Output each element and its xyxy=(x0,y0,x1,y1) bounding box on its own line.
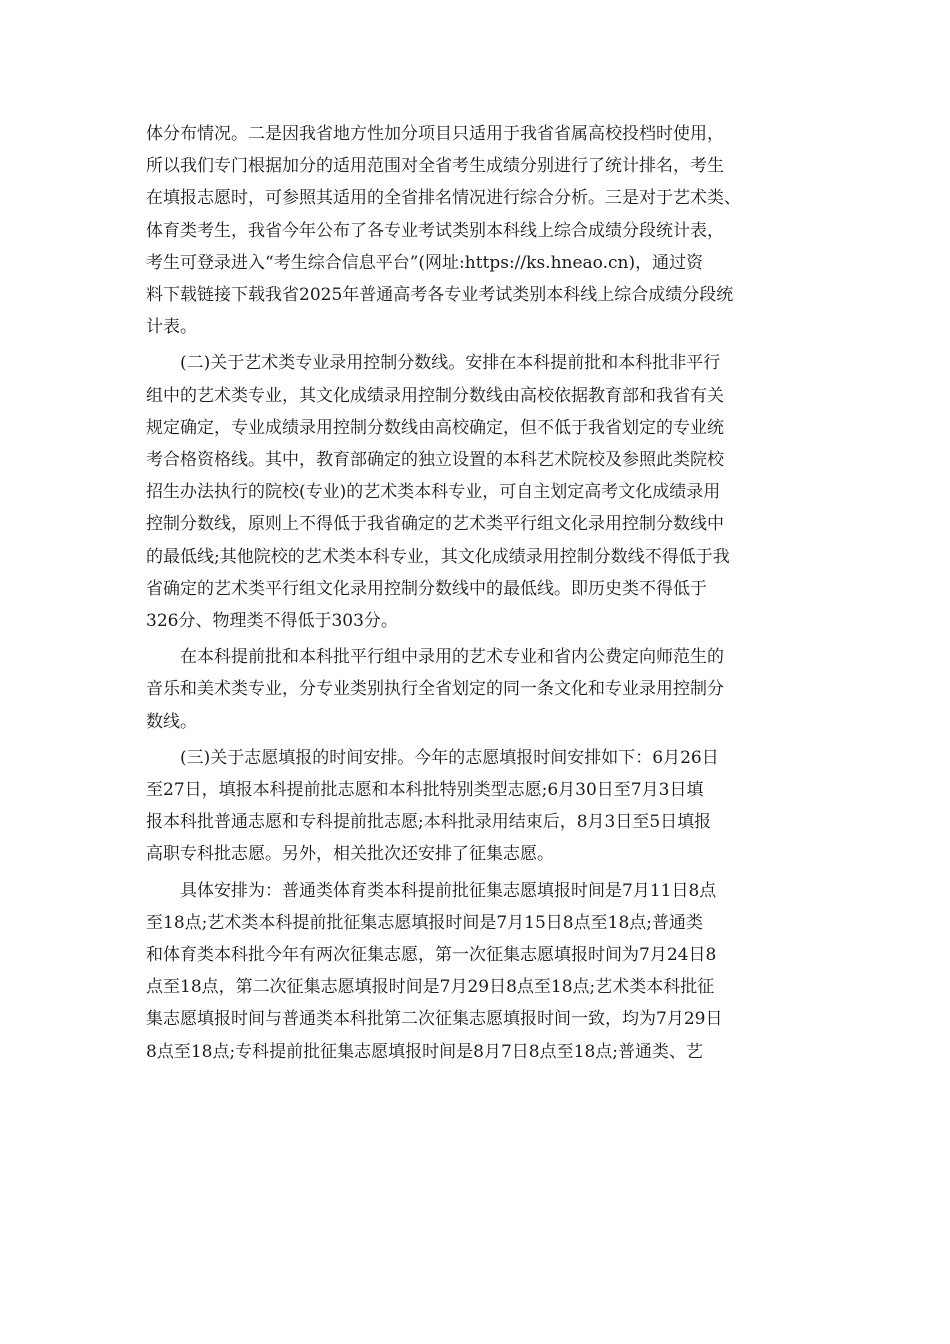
text-line: 在填报志愿时，可参照其适用的全省排名情况进行综合分析。三是对于艺术类、 xyxy=(146,188,741,209)
text-line: 集志愿填报时间与普通类本科批第二次征集志愿填报时间一致，均为7月29日 xyxy=(146,1009,723,1030)
text-line: 数线。 xyxy=(146,711,197,732)
paragraph-collection-schedule xyxy=(146,875,806,1068)
text-line: 控制分数线，原则上不得低于我省确定的艺术类平行组文化录用控制分数线中 xyxy=(146,514,724,535)
text-line: (三)关于志愿填报的时间安排。今年的志愿填报时间安排如下：6月26日 xyxy=(180,747,719,768)
text-line: 招生办法执行的院校(专业)的艺术类本科专业，可自主划定高考文化成绩录用 xyxy=(146,482,721,503)
text-line: 326分、物理类不得低于303分。 xyxy=(146,611,398,632)
text-line: 考生可登录进入“考生综合信息平台”(网址:https://ks.hneao.cn)，通过资 xyxy=(146,252,704,273)
text-line: 料下载链接下载我省2025年普通高考各专业考试类别本科线上综合成绩分段统 xyxy=(146,285,734,306)
text-line: 考合格资格线。其中，教育部确定的独立设置的本科艺术院校及参照此类院校 xyxy=(146,450,724,471)
document-page xyxy=(146,118,806,1068)
paragraph-application-schedule xyxy=(146,742,806,871)
text-line: 音乐和美术类专业，分专业类别执行全省划定的同一条文化和专业录用控制分 xyxy=(146,679,724,700)
text-line: 报本科批普通志愿和专科提前批志愿;本科批录用结束后，8月3日至5日填报 xyxy=(146,812,712,833)
text-line: 至18点;艺术类本科提前批征集志愿填报时间是7月15日8点至18点;普通类 xyxy=(146,912,703,933)
text-line: 和体育类本科批今年有两次征集志愿，第一次征集志愿填报时间为7月24日8 xyxy=(146,945,717,966)
text-line: 点至18点，第二次征集志愿填报时间是7月29日8点至18点;艺术类本科批征 xyxy=(146,977,715,998)
paragraph-score-distribution xyxy=(146,118,806,343)
text-line: 8点至18点;专科提前批征集志愿填报时间是8月7日8点至18点;普通类、艺 xyxy=(146,1041,703,1062)
text-line: (二)关于艺术类专业录用控制分数线。安排在本科提前批和本科批非平行 xyxy=(180,353,721,374)
text-line: 至27日，填报本科提前批志愿和本科批特别类型志愿;6月30日至7月3日填 xyxy=(146,780,704,801)
paragraph-art-music-line xyxy=(146,641,806,738)
text-line: 所以我们专门根据加分的适用范围对全省考生成绩分别进行了统计排名，考生 xyxy=(146,156,724,177)
text-line: 高职专科批志愿。另外，相关批次还安排了征集志愿。 xyxy=(146,844,554,865)
paragraph-art-control-line xyxy=(146,347,806,637)
text-line: 体育类考生，我省今年公布了各专业考试类别本科线上综合成绩分段统计表， xyxy=(146,220,724,241)
text-line: 组中的艺术类专业，其文化成绩录用控制分数线由高校依据教育部和我省有关 xyxy=(146,385,724,406)
text-line: 省确定的艺术类平行组文化录用控制分数线中的最低线。即历史类不得低于 xyxy=(146,578,707,599)
text-line: 的最低线;其他院校的艺术类本科专业，其文化成绩录用控制分数线不得低于我 xyxy=(146,546,730,567)
text-line: 规定确定，专业成绩录用控制分数线由高校确定，但不低于我省划定的专业统 xyxy=(146,417,724,438)
text-line: 体分布情况。二是因我省地方性加分项目只适用于我省省属高校投档时使用， xyxy=(146,124,724,144)
text-line: 在本科提前批和本科批平行组中录用的艺术专业和省内公费定向师范生的 xyxy=(180,647,724,668)
text-line: 计表。 xyxy=(146,317,197,338)
text-line: 具体安排为：普通类体育类本科提前批征集志愿填报时间是7月11日8点 xyxy=(180,880,717,901)
